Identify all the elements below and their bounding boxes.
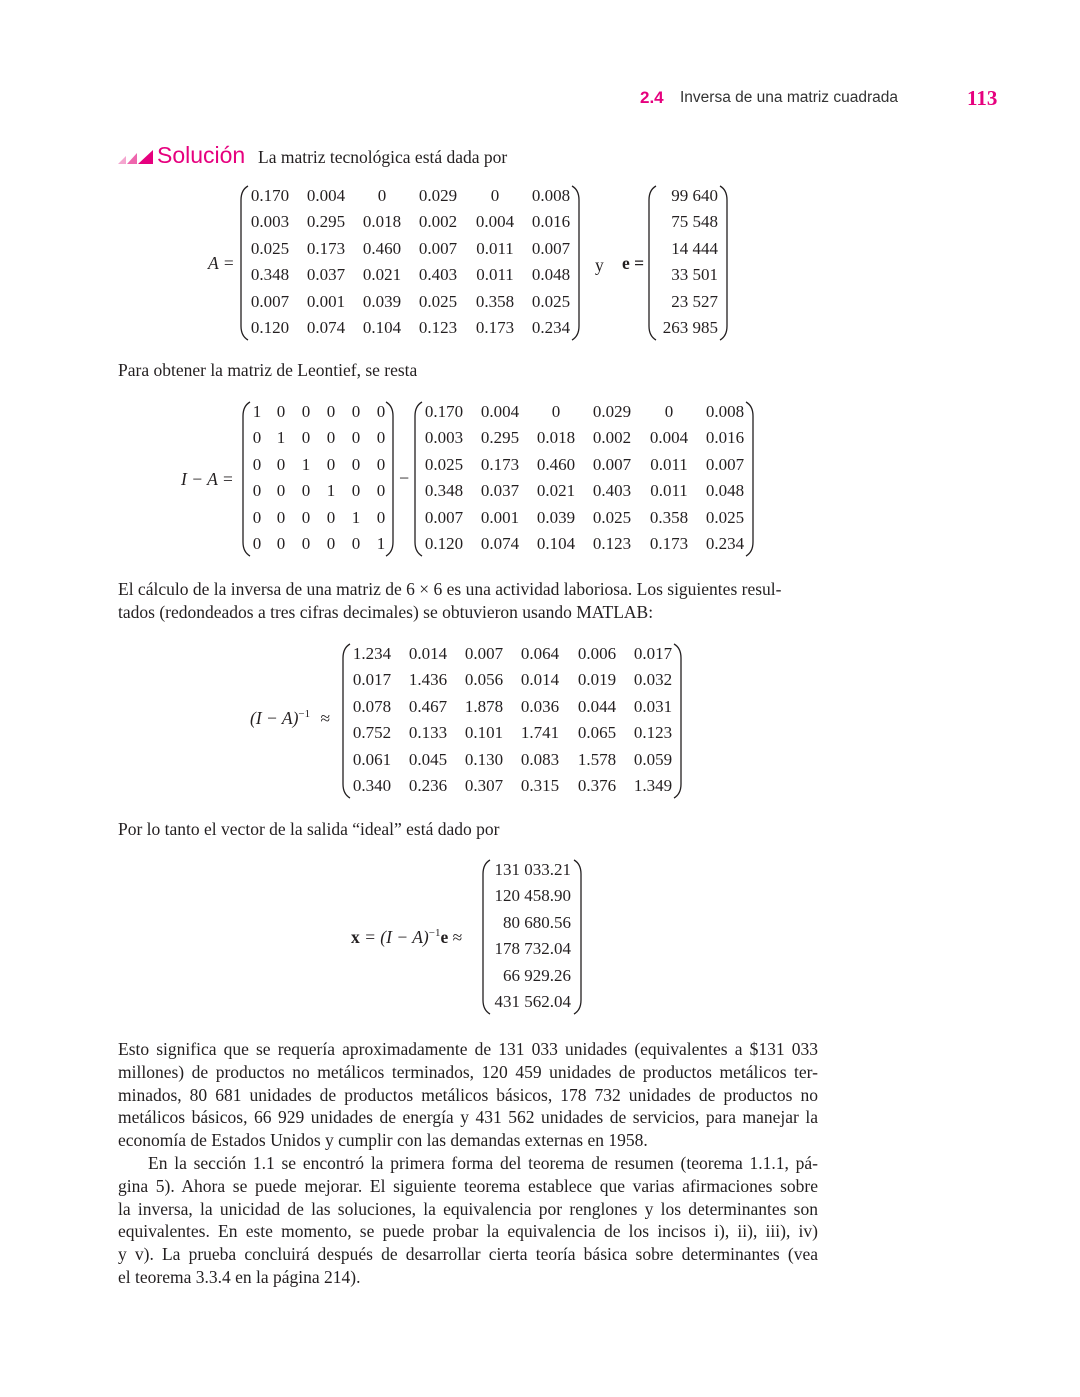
matrix-a-label: A =: [208, 253, 235, 273]
vector-cell: 23 527: [671, 291, 718, 311]
matrix-cell: 0.011: [476, 265, 514, 285]
matrix-cell: 0.025: [424, 454, 464, 474]
matrix-cell: 0.036: [520, 696, 560, 716]
matrix-cell: 0.037: [306, 265, 346, 285]
matrix-cell: 0.031: [633, 696, 673, 716]
vector-x: [482, 858, 582, 1016]
matrix-cell: 0.014: [408, 644, 448, 663]
paragraph-line: millones) de productos no metálicos terminados, 120 459 unidades de productos metálicos ter-: [118, 1061, 818, 1082]
vector-cell: 431 562.04: [494, 992, 571, 1011]
solution-intro: La matriz tecnológica está dada por: [258, 147, 508, 167]
matrix-cell: 0.001: [306, 291, 346, 311]
matrix-cell: 0.021: [536, 481, 576, 501]
matrix-cell: 0.007: [705, 454, 745, 474]
inverse-label: [250, 708, 330, 729]
matrix-cell: 0.048: [705, 481, 745, 501]
matrix-cell: 0.460: [536, 454, 576, 474]
matrix-cell: 1.436: [408, 670, 448, 690]
matrix-cell: 0.001: [480, 507, 520, 527]
vector-x-e: e: [440, 927, 449, 947]
matrix-cell: 0.019: [577, 670, 617, 690]
matrix-cell: 1: [376, 534, 386, 553]
section-title: Inversa de una matriz cuadrada: [680, 89, 898, 106]
matrix-cell: 0: [252, 481, 262, 501]
matrix-cell: 0.234: [705, 534, 745, 553]
vector-cell: 14 444: [671, 238, 718, 258]
matrix-cell: 0.025: [592, 507, 632, 527]
matrix-cell: 0.059: [633, 749, 673, 769]
matrix-cell: 1: [351, 507, 361, 527]
matrix-cell: 0.025: [418, 291, 458, 311]
section-number: 2.4: [640, 88, 664, 107]
matrix-cell: 0.029: [592, 402, 632, 421]
inverse-text-line-1: El cálculo de la inversa de una matriz de 6 × 6 es una actividad laboriosa. Los siguientes resul-: [118, 579, 782, 599]
matrix-cell: 0: [326, 507, 336, 527]
matrix-cell: 0: [276, 507, 286, 527]
matrix-cell: 0.007: [592, 454, 632, 474]
matrix-cell: 1.349: [633, 776, 673, 795]
matrix-a: [240, 184, 580, 342]
vector-cell: 178 732.04: [494, 939, 571, 959]
inverse-exponent: −1: [298, 708, 311, 721]
matrix-cell: 0.007: [418, 238, 458, 258]
matrix-cell: 0.021: [362, 265, 402, 285]
matrix-cell: 0.004: [480, 402, 520, 421]
matrix-cell: 0: [276, 454, 286, 474]
matrix-cell: 0.078: [352, 696, 392, 716]
matrix-cell: 0.007: [531, 238, 571, 258]
matrix-cell: 0.006: [577, 644, 617, 663]
matrix-cell: 0.295: [306, 212, 346, 232]
matrix-cell: 0.376: [577, 776, 617, 795]
matrix-cell: 0.011: [650, 481, 688, 501]
matrix-cell: 0: [326, 402, 336, 421]
vector-cell: 263 985: [662, 318, 718, 337]
inverse-text-line-2: tados (redondeados a tres cifras decimales) se obtuvieron usando MATLAB:: [118, 602, 654, 622]
matrix-cell: 0.018: [362, 212, 402, 232]
paragraph-line: minados, 80 681 unidades de productos metálicos básicos, 178 732 unidades de productos no: [118, 1084, 818, 1105]
matrix-cell: 0.065: [577, 723, 617, 743]
matrix-cell: 0.045: [408, 749, 448, 769]
paragraph-line: equivalentes. En este momento, se puede probar la equivalencia de los incisos i), ii), iii), iv): [118, 1221, 818, 1242]
matrix-cell: 0: [490, 186, 500, 205]
matrix-cell: 0.083: [520, 749, 560, 769]
inverse-approx: ≈: [320, 708, 331, 728]
matrix-cell: 0.017: [633, 644, 673, 663]
matrix-cell: 0.044: [577, 696, 617, 716]
matrix-cell: 0: [276, 534, 286, 553]
identity-label: I − A =: [181, 469, 234, 489]
matrix-cell: 0.029: [418, 186, 458, 205]
matrix-cell: 0.025: [250, 238, 290, 258]
matrix-cell: 0.173: [480, 454, 520, 474]
vector-cell: 66 929.26: [503, 965, 571, 985]
matrix-cell: 0.007: [250, 291, 290, 311]
matrix-cell: 0: [351, 534, 361, 553]
matrix-cell: 0.056: [464, 670, 504, 690]
vector-cell: 99 640: [671, 186, 718, 205]
matrix-cell: 0: [276, 481, 286, 501]
matrix-cell: 0.358: [475, 291, 515, 311]
paragraph-line: metálicos básicos, 66 929 unidades de energía y 431 562 unidades de servicios, para manejar la: [118, 1107, 818, 1128]
matrix-cell: 0.018: [536, 428, 576, 448]
matrix-cell: 0.170: [424, 402, 464, 421]
matrix-cell: 0.307: [464, 776, 504, 795]
matrix-cell: 0: [377, 186, 387, 205]
matrix-cell: 0.007: [464, 644, 504, 663]
matrix-cell: 1: [301, 454, 311, 474]
matrix-cell: 0: [351, 454, 361, 474]
vector-cell: 33 501: [671, 265, 718, 285]
matrix-cell: 0.467: [408, 696, 448, 716]
matrix-cell: 0: [252, 454, 262, 474]
matrix-cell: 0.170: [250, 186, 290, 205]
matrix-cell: 0: [252, 534, 262, 553]
paragraph-line: economía de Estados Unidos y cumplir con las demandas externas en 1958.: [118, 1130, 648, 1151]
matrix-cell: 0.039: [536, 507, 576, 527]
matrix-cell: 0: [301, 428, 311, 448]
matrix-cell: 0.014: [520, 670, 560, 690]
matrix-cell: 0: [351, 481, 361, 501]
matrix-cell: 0.133: [408, 723, 448, 743]
matrix-cell: 0.130: [464, 749, 504, 769]
matrix-cell: 0.037: [480, 481, 520, 501]
matrix-cell: 0.234: [531, 318, 571, 337]
matrix-cell: 0: [351, 402, 361, 421]
vector-x-eq: = (I − A): [364, 927, 429, 947]
matrix-cell: 0.348: [424, 481, 464, 501]
matrix-cell: 0: [376, 454, 386, 474]
matrix-cell: 0.123: [633, 723, 673, 743]
matrix-cell: 0: [664, 402, 674, 421]
vector-x-exponent: −1: [428, 927, 441, 940]
matrix-cell: 0: [326, 454, 336, 474]
paragraph-line: gina 5). Ahora se puede mejorar. El siguiente teorema establece que varias afirmaciones sobre: [118, 1175, 818, 1196]
matrix-cell: 0.123: [592, 534, 632, 553]
paragraph-line: y v). La prueba concluirá después de desarrollar cierta teoría básica sobre determinantes (vea: [118, 1244, 818, 1265]
matrix-cell: 0: [252, 428, 262, 448]
matrix-cell: 0: [376, 481, 386, 501]
matrix-cell: 0: [276, 402, 286, 421]
matrix-cell: 0: [326, 534, 336, 553]
matrix-cell: 0: [376, 402, 386, 421]
matrix-cell: 0.025: [531, 291, 571, 311]
matrix-cell: 0: [301, 481, 311, 501]
matrix-cell: 0.173: [649, 534, 689, 553]
matrix-cell: 0.104: [536, 534, 576, 553]
vector-cell: 75 548: [671, 212, 718, 232]
matrix-cell: 0: [551, 402, 561, 421]
leontief-text: Para obtener la matriz de Leontief, se resta: [118, 360, 418, 380]
matrix-cell: 0.002: [418, 212, 458, 232]
matrix-cell: 0.123: [418, 318, 458, 337]
vector-e-label-text: e =: [622, 253, 645, 273]
matrix-cell: 0.074: [480, 534, 520, 553]
matrix-cell: 0.002: [592, 428, 632, 448]
paragraph-line: el teorema 3.3.4 en la página 214).: [118, 1266, 361, 1287]
paragraph-theorem: [118, 1152, 818, 1289]
matrix-cell: 0.104: [362, 318, 402, 337]
matrix-cell: 0: [252, 507, 262, 527]
matrix-cell: 0: [301, 507, 311, 527]
matrix-cell: 0.011: [650, 454, 688, 474]
minus-sign: −: [399, 468, 410, 488]
matrix-cell: 0.008: [705, 402, 745, 421]
vector-e: [648, 184, 728, 342]
vector-x-symbol: x: [351, 927, 360, 947]
output-text: Por lo tanto el vector de la salida “ideal” está dado por: [118, 819, 500, 839]
matrix-cell: 0.348: [250, 265, 290, 285]
right-paren-icon: [718, 184, 728, 342]
page-number: 113: [967, 86, 998, 110]
vector-e-label: [622, 253, 644, 274]
matrix-cell: 0.340: [352, 776, 392, 795]
paragraph-line: la inversa, la unicidad de las soluciones, la equivalencia por renglones y los determinantes son: [118, 1198, 818, 1219]
vector-x-approx: ≈: [452, 927, 463, 947]
vector-x-label: [351, 927, 462, 948]
inverse-matrix: [342, 642, 682, 800]
matrix-cell: 0.358: [649, 507, 689, 527]
matrix-cell: 0.061: [352, 749, 392, 769]
matrix-cell: 0.074: [306, 318, 346, 337]
solution-heading: Solución: [157, 142, 246, 168]
matrix-cell: 1.878: [464, 696, 504, 716]
vector-cell: 131 033.21: [494, 860, 571, 879]
matrix-cell: 0.003: [250, 212, 290, 232]
paragraph-line: En la sección 1.1 se encontró la primera forma del teorema de resumen (teorema 1.1.1, pá-: [148, 1153, 818, 1173]
matrix-cell: 0.003: [424, 428, 464, 448]
matrix-cell: 1.741: [520, 723, 560, 743]
matrix-cell: 1: [252, 402, 262, 421]
matrix-cell: 0: [351, 428, 361, 448]
matrix-cell: 0.460: [362, 238, 402, 258]
matrix-cell: 0.025: [705, 507, 745, 527]
matrix-cell: 0.173: [306, 238, 346, 258]
matrix-cell: 0.101: [464, 723, 504, 743]
matrix-cell: 0: [376, 507, 386, 527]
matrix-cell: 0.004: [649, 428, 689, 448]
matrix-cell: 0.048: [531, 265, 571, 285]
paragraph-result: [118, 1038, 818, 1152]
matrix-cell: 0.039: [362, 291, 402, 311]
matrix-a-repeated: [414, 400, 754, 558]
matrix-cell: 0.032: [633, 670, 673, 690]
matrix-cell: 0.120: [250, 318, 290, 337]
matrix-cell: 0: [301, 534, 311, 553]
matrix-cell: 1.234: [352, 644, 392, 663]
inverse-label-text: (I − A): [250, 708, 299, 728]
vector-cell: 80 680.56: [503, 912, 571, 932]
matrix-cell: 0.011: [476, 238, 514, 258]
matrix-cell: 0.403: [418, 265, 458, 285]
matrix-cell: 1: [276, 428, 286, 448]
paragraph-line: Esto significa que se requería aproximadamente de 131 033 unidades (equivalentes a $131 033: [118, 1039, 818, 1059]
solution-triangles-icon: [118, 150, 156, 164]
matrix-cell: 0.016: [705, 428, 745, 448]
matrix-cell: 0: [301, 402, 311, 421]
matrix-cell: 1.578: [577, 749, 617, 769]
matrix-cell: 0: [376, 428, 386, 448]
right-paren-icon: [572, 858, 582, 1016]
matrix-cell: 0.315: [520, 776, 560, 795]
conjunction: y: [595, 255, 604, 275]
matrix-cell: 0.295: [480, 428, 520, 448]
matrix-cell: 0.016: [531, 212, 571, 232]
matrix-cell: 0.004: [306, 186, 346, 205]
matrix-cell: 0.017: [352, 670, 392, 690]
matrix-cell: 0.752: [352, 723, 392, 743]
matrix-cell: 0.064: [520, 644, 560, 663]
vector-cell: 120 458.90: [494, 886, 571, 906]
matrix-cell: 0.120: [424, 534, 464, 553]
matrix-cell: 0.403: [592, 481, 632, 501]
matrix-cell: 0.008: [531, 186, 571, 205]
matrix-cell: 1: [326, 481, 336, 501]
matrix-cell: 0.007: [424, 507, 464, 527]
matrix-cell: 0: [326, 428, 336, 448]
identity-matrix: [242, 400, 394, 558]
matrix-cell: 0.004: [475, 212, 515, 232]
matrix-cell: 0.236: [408, 776, 448, 795]
matrix-cell: 0.173: [475, 318, 515, 337]
